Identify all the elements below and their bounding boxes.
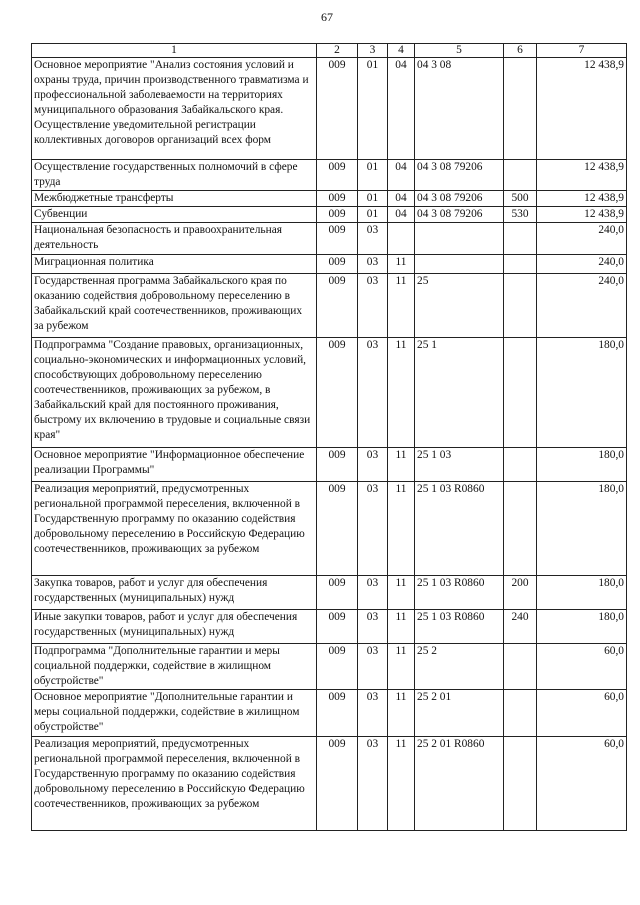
table-row: [32, 191, 627, 207]
row-subsection-cell: 04: [388, 191, 415, 207]
row-name-cell: Межбюджетные трансферты: [32, 191, 317, 207]
table-row: [32, 274, 627, 338]
row-amount-cell: 12 438,9: [537, 58, 627, 160]
header-cell: 7: [537, 44, 627, 58]
row-section-cell: 03: [358, 338, 388, 448]
row-subsection-cell: 04: [388, 58, 415, 160]
row-name-cell: Основное мероприятие "Дополнительные гарантии и меры социальной поддержки, содействие в жилищном обустройстве": [32, 690, 317, 737]
row-type-cell: [504, 644, 537, 690]
row-code-cell: 009: [317, 191, 358, 207]
row-name-cell: Основное мероприятие "Информационное обеспечение реализации Программы": [32, 448, 317, 482]
row-type-cell: [504, 255, 537, 274]
table-row: [32, 644, 627, 690]
row-type-cell: 200: [504, 576, 537, 610]
row-name-cell: Миграционная политика: [32, 255, 317, 274]
row-target-cell: [415, 255, 504, 274]
row-amount-cell: 240,0: [537, 223, 627, 255]
row-code-cell: 009: [317, 338, 358, 448]
row-subsection-cell: 11: [388, 610, 415, 644]
row-name-cell: Реализация мероприятий, предусмотренных региональной программой переселения, включенной в Государственную программу по оказанию содействия добровольному переселению в Российскую Федерацию соотечественников, проживающих за рубежом: [32, 482, 317, 576]
header-cell: 6: [504, 44, 537, 58]
row-amount-cell: 12 438,9: [537, 207, 627, 223]
table-row: [32, 207, 627, 223]
row-subsection-cell: 11: [388, 576, 415, 610]
table-row: [32, 737, 627, 831]
row-target-cell: 04 3 08 79206: [415, 207, 504, 223]
row-target-cell: 04 3 08 79206: [415, 191, 504, 207]
row-code-cell: 009: [317, 223, 358, 255]
row-code-cell: 009: [317, 160, 358, 191]
row-type-cell: [504, 448, 537, 482]
row-name-cell: Подпрограмма "Дополнительные гарантии и меры социальной поддержки, содействие в жилищном обустройстве": [32, 644, 317, 690]
row-type-cell: [504, 482, 537, 576]
page-number: 67: [321, 10, 333, 24]
row-code-cell: 009: [317, 644, 358, 690]
row-section-cell: 01: [358, 207, 388, 223]
row-subsection-cell: 04: [388, 207, 415, 223]
row-amount-cell: 240,0: [537, 274, 627, 338]
row-amount-cell: 180,0: [537, 448, 627, 482]
row-subsection-cell: 11: [388, 338, 415, 448]
row-code-cell: 009: [317, 690, 358, 737]
row-type-cell: [504, 223, 537, 255]
table-row: [32, 576, 627, 610]
row-name-cell: Осуществление государственных полномочий в сфере труда: [32, 160, 317, 191]
table-row: [32, 223, 627, 255]
row-amount-cell: 180,0: [537, 610, 627, 644]
row-type-cell: [504, 274, 537, 338]
row-amount-cell: 60,0: [537, 737, 627, 831]
row-section-cell: 03: [358, 482, 388, 576]
row-type-cell: 500: [504, 191, 537, 207]
row-target-cell: 25 1 03 R0860: [415, 610, 504, 644]
table-row: [32, 482, 627, 576]
row-amount-cell: 180,0: [537, 576, 627, 610]
row-target-cell: 25: [415, 274, 504, 338]
row-type-cell: [504, 58, 537, 160]
table-row: [32, 255, 627, 274]
row-subsection-cell: 11: [388, 737, 415, 831]
row-target-cell: 25 2 01 R0860: [415, 737, 504, 831]
row-target-cell: 04 3 08: [415, 58, 504, 160]
row-section-cell: 03: [358, 690, 388, 737]
header-cell: 1: [32, 44, 317, 58]
row-code-cell: 009: [317, 207, 358, 223]
row-code-cell: 009: [317, 610, 358, 644]
row-amount-cell: 180,0: [537, 482, 627, 576]
row-amount-cell: 180,0: [537, 338, 627, 448]
header-cell: 5: [415, 44, 504, 58]
row-code-cell: 009: [317, 255, 358, 274]
row-code-cell: 009: [317, 58, 358, 160]
row-code-cell: 009: [317, 274, 358, 338]
row-subsection-cell: 11: [388, 448, 415, 482]
row-code-cell: 009: [317, 737, 358, 831]
header-cell: 2: [317, 44, 358, 58]
row-type-cell: [504, 737, 537, 831]
row-name-cell: Государственная программа Забайкальского края по оказанию содействия добровольному переселению в Забайкальский край соотечественников, проживающих за рубежом: [32, 274, 317, 338]
row-code-cell: 009: [317, 576, 358, 610]
table-row: [32, 338, 627, 448]
row-subsection-cell: 11: [388, 274, 415, 338]
row-section-cell: 01: [358, 160, 388, 191]
row-section-cell: 03: [358, 737, 388, 831]
row-name-cell: Национальная безопасность и правоохранительная деятельность: [32, 223, 317, 255]
row-name-cell: Основное мероприятие "Анализ состояния условий и охраны труда, причин производственного травматизма и профессиональной заболеваемости на территориях муниципального образования Забайкальского края. Осуществление уведомительной регистрации коллективных договоров организаций всех форм: [32, 58, 317, 160]
row-target-cell: 25 1 03 R0860: [415, 576, 504, 610]
row-section-cell: 03: [358, 223, 388, 255]
header-cell: 3: [358, 44, 388, 58]
row-target-cell: [415, 223, 504, 255]
row-section-cell: 01: [358, 191, 388, 207]
row-type-cell: [504, 690, 537, 737]
table-row: [32, 610, 627, 644]
row-subsection-cell: 11: [388, 482, 415, 576]
row-target-cell: 04 3 08 79206: [415, 160, 504, 191]
row-section-cell: 03: [358, 610, 388, 644]
table-row: [32, 690, 627, 737]
row-target-cell: 25 2: [415, 644, 504, 690]
row-type-cell: [504, 160, 537, 191]
row-name-cell: Закупка товаров, работ и услуг для обеспечения государственных (муниципальных) нужд: [32, 576, 317, 610]
table-row: [32, 160, 627, 191]
row-name-cell: Субвенции: [32, 207, 317, 223]
budget-table: [31, 43, 627, 831]
row-subsection-cell: [388, 223, 415, 255]
row-name-cell: Иные закупки товаров, работ и услуг для обеспечения государственных (муниципальных) нужд: [32, 610, 317, 644]
header-cell: 4: [388, 44, 415, 58]
row-subsection-cell: 11: [388, 644, 415, 690]
table-row: [32, 58, 627, 160]
row-type-cell: [504, 338, 537, 448]
row-target-cell: 25 2 01: [415, 690, 504, 737]
row-amount-cell: 60,0: [537, 644, 627, 690]
row-type-cell: 240: [504, 610, 537, 644]
header-row: [32, 44, 627, 58]
row-section-cell: 03: [358, 576, 388, 610]
row-section-cell: 03: [358, 448, 388, 482]
row-name-cell: Реализация мероприятий, предусмотренных региональной программой переселения, включенной в Государственную программу по оказанию содействия добровольному переселению в Российскую Федерацию соотечественников, проживающих за рубежом: [32, 737, 317, 831]
row-target-cell: 25 1: [415, 338, 504, 448]
row-type-cell: 530: [504, 207, 537, 223]
row-subsection-cell: 04: [388, 160, 415, 191]
row-amount-cell: 12 438,9: [537, 160, 627, 191]
row-target-cell: 25 1 03: [415, 448, 504, 482]
row-section-cell: 03: [358, 274, 388, 338]
row-target-cell: 25 1 03 R0860: [415, 482, 504, 576]
row-amount-cell: 12 438,9: [537, 191, 627, 207]
row-subsection-cell: 11: [388, 255, 415, 274]
row-amount-cell: 240,0: [537, 255, 627, 274]
table-row: [32, 448, 627, 482]
row-name-cell: Подпрограмма "Создание правовых, организационных, социально-экономических и информационных условий, способствующих добровольному переселению соотечественников, проживающих за рубежом, в Забайкальский край для постоянного проживания, быстрому их включению в трудовые и социальные связи края": [32, 338, 317, 448]
row-code-cell: 009: [317, 448, 358, 482]
row-section-cell: 03: [358, 255, 388, 274]
row-code-cell: 009: [317, 482, 358, 576]
row-subsection-cell: 11: [388, 690, 415, 737]
row-amount-cell: 60,0: [537, 690, 627, 737]
row-section-cell: 01: [358, 58, 388, 160]
row-section-cell: 03: [358, 644, 388, 690]
